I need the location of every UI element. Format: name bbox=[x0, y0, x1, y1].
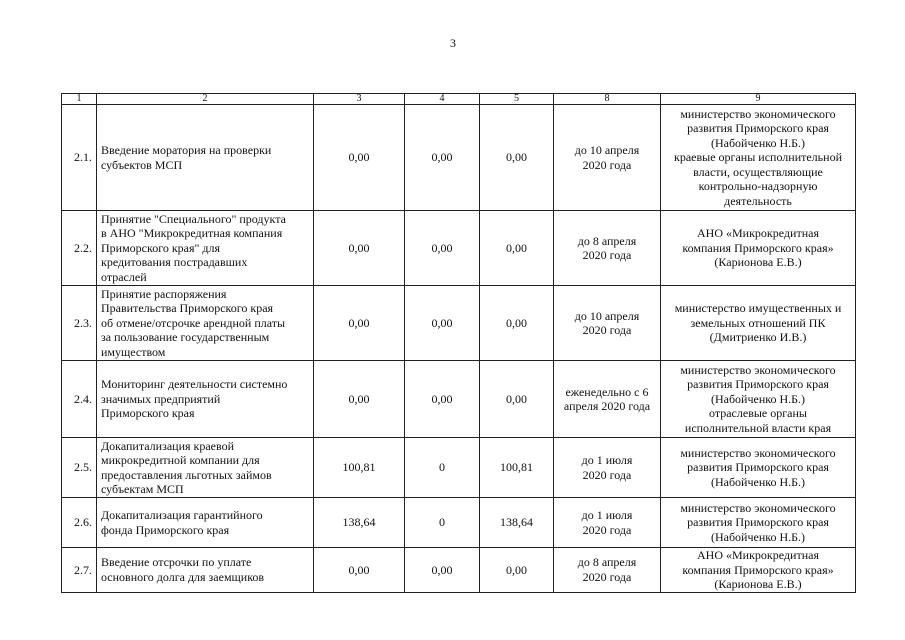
row-number: 2.3. bbox=[62, 286, 97, 361]
deadline-line: до 8 апреля bbox=[577, 555, 637, 570]
measures-table bbox=[61, 93, 856, 593]
table-row bbox=[62, 286, 856, 361]
column-5-value: 0,00 bbox=[480, 548, 554, 593]
measure-name-line: значимых предприятий bbox=[101, 391, 221, 406]
responsible bbox=[661, 211, 856, 286]
column-3-value: 138,64 bbox=[314, 498, 405, 548]
responsible bbox=[661, 548, 856, 593]
row-number: 2.2. bbox=[62, 211, 97, 286]
measure-name-line: Принятие "Специального" продукта bbox=[101, 211, 286, 226]
row-number: 2.6. bbox=[62, 498, 97, 548]
measure-name-line: микрокредитной компании для bbox=[101, 453, 260, 467]
deadline bbox=[554, 286, 661, 361]
responsible bbox=[661, 286, 856, 361]
deadline bbox=[554, 211, 661, 286]
responsible-line: (Набойченко Н.Б.) bbox=[710, 391, 806, 406]
measure-name-line: фонда Приморского края bbox=[101, 522, 230, 537]
column-3-value: 0,00 bbox=[314, 548, 405, 593]
measure-name-line: субъектов МСП bbox=[101, 157, 183, 172]
table-row bbox=[62, 438, 856, 498]
column-number-8: 8 bbox=[554, 94, 661, 105]
measure-name-line: имуществом bbox=[101, 344, 166, 359]
measure-name-line: в АНО "Микрокредитная компания bbox=[101, 226, 283, 241]
row-number: 2.1. bbox=[62, 105, 97, 211]
deadline bbox=[554, 498, 661, 548]
column-4-value: 0 bbox=[405, 498, 480, 548]
responsible-line: АНО «Микрокредитная bbox=[697, 548, 819, 562]
measure-name-line: основного долга для заемщиков bbox=[101, 569, 265, 584]
measure-name-line: Приморского края bbox=[101, 406, 195, 421]
measure-name-line: Докапитализация краевой bbox=[101, 438, 234, 453]
column-4-value: 0,00 bbox=[405, 548, 480, 593]
deadline-line: 2020 года bbox=[582, 569, 632, 584]
responsible bbox=[661, 361, 856, 438]
deadline-line: до 10 апреля bbox=[574, 308, 640, 323]
column-number-5: 5 bbox=[480, 94, 554, 105]
deadline-line: 2020 года bbox=[582, 248, 632, 262]
measure-name-line: Приморского края" для bbox=[101, 240, 221, 255]
column-3-value: 0,00 bbox=[314, 361, 405, 438]
responsible-line: развития Приморского края bbox=[687, 515, 829, 530]
responsible-line: краевые органы исполнительной bbox=[674, 150, 842, 165]
column-5-value: 100,81 bbox=[480, 438, 554, 498]
responsible-line: развития Приморского края bbox=[687, 460, 829, 475]
responsible-line: развития Приморского края bbox=[687, 121, 829, 136]
responsible-line: исполнительной власти края bbox=[684, 420, 832, 435]
deadline-line: апреля 2020 года bbox=[563, 399, 651, 413]
deadline-line: еженедельно с 6 bbox=[565, 384, 649, 399]
column-4-value: 0 bbox=[405, 438, 480, 498]
measure-name-line: Правительства Приморского края bbox=[101, 301, 274, 316]
deadline bbox=[554, 548, 661, 593]
column-5-value: 138,64 bbox=[480, 498, 554, 548]
column-5-value: 0,00 bbox=[480, 361, 554, 438]
table-row bbox=[62, 105, 856, 211]
responsible-line: компания Приморского края» bbox=[682, 562, 834, 577]
deadline-line: до 1 июля bbox=[581, 453, 633, 467]
measure-name-line: Введение моратория на проверки bbox=[101, 143, 272, 157]
measure-name-line: Принятие распоряжения bbox=[101, 286, 227, 301]
deadline bbox=[554, 361, 661, 438]
deadline-line: до 10 апреля bbox=[574, 143, 640, 157]
deadline-line: 2020 года bbox=[582, 157, 632, 172]
column-5-value: 0,00 bbox=[480, 105, 554, 211]
measure-name-line: Мониторинг деятельности системно bbox=[101, 377, 288, 392]
measure-name bbox=[97, 438, 314, 498]
column-3-value: 0,00 bbox=[314, 211, 405, 286]
table-row bbox=[62, 361, 856, 438]
measure-name bbox=[97, 548, 314, 593]
responsible-line: развития Приморского края bbox=[687, 377, 829, 392]
table-row bbox=[62, 548, 856, 593]
deadline-line: до 1 июля bbox=[581, 508, 633, 522]
deadline bbox=[554, 105, 661, 211]
deadline-line: 2020 года bbox=[582, 467, 632, 482]
table-row bbox=[62, 211, 856, 286]
responsible-line: министерство экономического bbox=[680, 445, 836, 460]
responsible-line: министерство экономического bbox=[680, 362, 836, 377]
measure-name-line: Докапитализация гарантийного bbox=[101, 508, 263, 522]
measure-name-line: кредитования пострадавших bbox=[101, 255, 248, 270]
responsible-line: (Набойченко Н.Б.) bbox=[710, 135, 806, 150]
responsible-line: земельных отношений ПК bbox=[690, 315, 826, 330]
responsible-line: компания Приморского края» bbox=[682, 240, 834, 255]
measure-name-line: об отмене/отсрочке арендной платы bbox=[101, 315, 286, 330]
responsible-line: министерство экономического bbox=[680, 500, 836, 515]
measure-name-line: за пользование государственным bbox=[101, 330, 270, 345]
measure-name-line: субъектам МСП bbox=[101, 482, 184, 496]
table-row bbox=[62, 498, 856, 548]
measure-name bbox=[97, 211, 314, 286]
responsible-line: (Карионова Е.В.) bbox=[714, 577, 802, 591]
column-number-1: 1 bbox=[62, 94, 97, 105]
responsible-line: АНО «Микрокредитная bbox=[697, 226, 819, 241]
responsible-line: деятельность bbox=[724, 193, 792, 208]
measure-name bbox=[97, 105, 314, 211]
responsible-line: (Набойченко Н.Б.) bbox=[710, 529, 806, 544]
column-4-value: 0,00 bbox=[405, 286, 480, 361]
deadline bbox=[554, 438, 661, 498]
column-4-value: 0,00 bbox=[405, 211, 480, 286]
responsible-line: (Набойченко Н.Б.) bbox=[710, 474, 806, 489]
table-body bbox=[62, 105, 856, 593]
column-5-value: 0,00 bbox=[480, 286, 554, 361]
measure-name-line: отраслей bbox=[101, 269, 147, 284]
row-number: 2.4. bbox=[62, 361, 97, 438]
measure-name bbox=[97, 286, 314, 361]
page-number: 3 bbox=[450, 36, 456, 50]
responsible bbox=[661, 498, 856, 548]
responsible-line: (Карионова Е.В.) bbox=[714, 255, 802, 270]
responsible-line: отраслевые органы bbox=[709, 406, 807, 421]
responsible-line: власти, осуществляющие bbox=[693, 164, 823, 179]
row-number: 2.7. bbox=[62, 548, 97, 593]
column-3-value: 0,00 bbox=[314, 105, 405, 211]
column-4-value: 0,00 bbox=[405, 361, 480, 438]
responsible-line: министерство имущественных и bbox=[674, 301, 842, 316]
responsible-line: министерство экономического bbox=[680, 106, 836, 121]
column-number-2: 2 bbox=[97, 94, 314, 105]
measure-name-line: предоставления льготных займов bbox=[101, 467, 272, 482]
column-number-9: 9 bbox=[661, 94, 856, 105]
responsible bbox=[661, 105, 856, 211]
column-number-3: 3 bbox=[314, 94, 405, 105]
deadline-line: 2020 года bbox=[582, 323, 632, 337]
deadline-line: 2020 года bbox=[582, 522, 632, 537]
responsible-line: контрольно-надзорную bbox=[698, 179, 818, 194]
column-number-row bbox=[62, 94, 856, 105]
measure-name-line: Введение отсрочки по уплате bbox=[101, 555, 252, 570]
responsible bbox=[661, 438, 856, 498]
measure-name bbox=[97, 361, 314, 438]
column-3-value: 0,00 bbox=[314, 286, 405, 361]
deadline-line: до 8 апреля bbox=[577, 233, 637, 248]
responsible-line: (Дмитриенко И.В.) bbox=[709, 330, 807, 345]
column-3-value: 100,81 bbox=[314, 438, 405, 498]
measure-name bbox=[97, 498, 314, 548]
column-5-value: 0,00 bbox=[480, 211, 554, 286]
row-number: 2.5. bbox=[62, 438, 97, 498]
column-4-value: 0,00 bbox=[405, 105, 480, 211]
column-number-4: 4 bbox=[405, 94, 480, 105]
